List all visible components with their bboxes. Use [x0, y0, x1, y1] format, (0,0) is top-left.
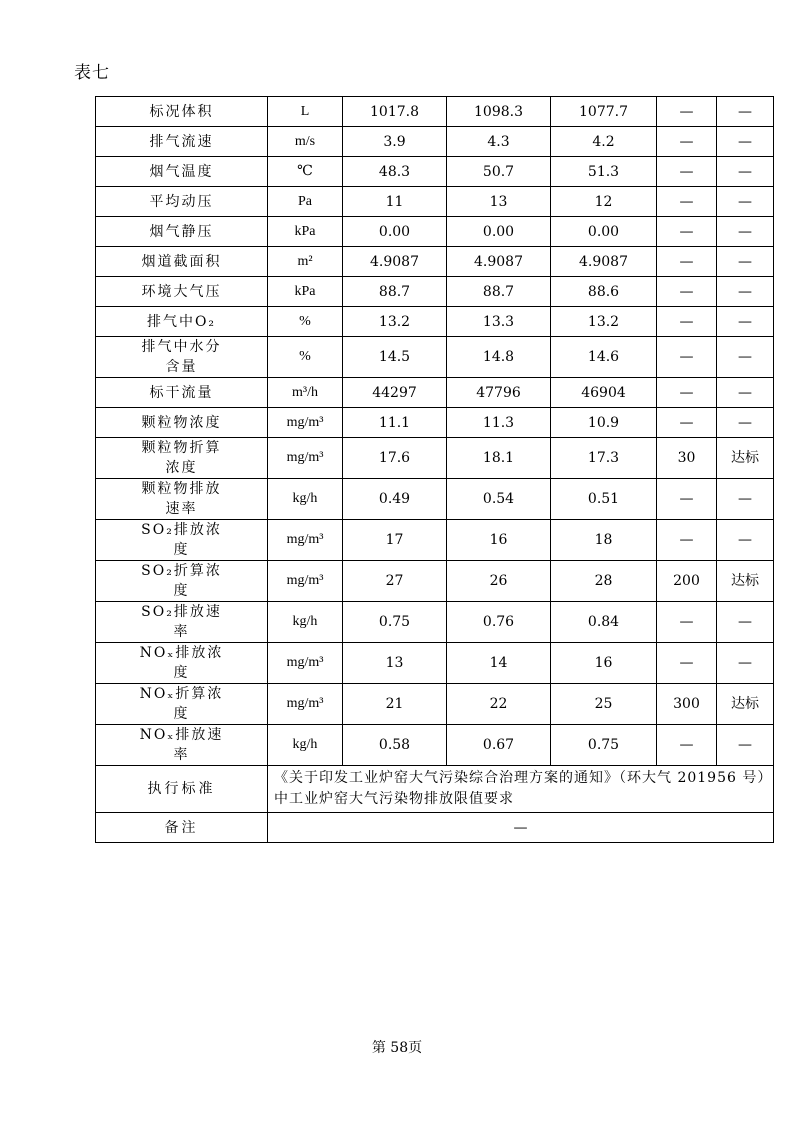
table-caption: 表七	[74, 63, 110, 83]
value-1-cell: 0.75	[343, 602, 447, 643]
value-2-cell: 0.76	[447, 602, 551, 643]
value-1-cell: 3.9	[343, 127, 447, 157]
limit-cell: —	[657, 307, 717, 337]
table-row	[96, 217, 774, 247]
result-cell: —	[717, 247, 774, 277]
remarks-value: —	[268, 813, 774, 843]
table-row	[96, 157, 774, 187]
param-cell	[96, 408, 268, 438]
limit-cell: —	[657, 187, 717, 217]
page-number: 第 58页	[371, 1040, 423, 1056]
unit-cell: mg/m³	[268, 438, 343, 479]
value-3-cell: 18	[551, 520, 657, 561]
value-2-cell: 4.9087	[447, 247, 551, 277]
result-cell: —	[717, 479, 774, 520]
param-cell	[96, 643, 268, 684]
limit-cell: —	[657, 520, 717, 561]
limit-cell: —	[657, 602, 717, 643]
unit-cell: mg/m³	[268, 684, 343, 725]
value-3-cell: 12	[551, 187, 657, 217]
param-cell	[96, 725, 268, 766]
unit-cell: kg/h	[268, 479, 343, 520]
param-cell	[96, 378, 268, 408]
unit-cell: mg/m³	[268, 408, 343, 438]
param-label: 排气中O₂	[146, 313, 217, 330]
param-cell	[96, 520, 268, 561]
result-cell: —	[717, 97, 774, 127]
table-row	[96, 247, 774, 277]
limit-cell: —	[657, 127, 717, 157]
unit-cell: m³/h	[268, 378, 343, 408]
param-label: 颗粒物折算浓度	[141, 440, 222, 476]
result-cell: —	[717, 187, 774, 217]
value-2-cell: 0.67	[447, 725, 551, 766]
param-label: NOₓ排放浓度	[139, 645, 224, 681]
param-label: 排气中水分含量	[141, 339, 222, 375]
value-1-cell: 4.9087	[343, 247, 447, 277]
value-3-cell: 17.3	[551, 438, 657, 479]
value-3-cell: 0.51	[551, 479, 657, 520]
value-2-cell: 13.3	[447, 307, 551, 337]
table-row	[96, 378, 774, 408]
result-cell: —	[717, 307, 774, 337]
table-row	[96, 277, 774, 307]
value-3-cell: 46904	[551, 378, 657, 408]
unit-cell: mg/m³	[268, 561, 343, 602]
param-cell	[96, 277, 268, 307]
table-row	[96, 97, 774, 127]
result-cell: —	[717, 378, 774, 408]
value-3-cell: 25	[551, 684, 657, 725]
limit-cell: —	[657, 378, 717, 408]
result-cell: —	[717, 602, 774, 643]
result-cell: —	[717, 520, 774, 561]
limit-cell: —	[657, 643, 717, 684]
value-3-cell: 16	[551, 643, 657, 684]
param-label: 标干流量	[149, 384, 214, 401]
result-cell: 达标	[717, 438, 774, 479]
value-2-cell: 13	[447, 187, 551, 217]
limit-cell: 30	[657, 438, 717, 479]
value-3-cell: 10.9	[551, 408, 657, 438]
limit-cell: —	[657, 217, 717, 247]
remarks-row	[96, 813, 774, 843]
value-1-cell: 48.3	[343, 157, 447, 187]
value-1-cell: 11.1	[343, 408, 447, 438]
param-cell	[96, 97, 268, 127]
value-1-cell: 88.7	[343, 277, 447, 307]
table-row	[96, 408, 774, 438]
table-row	[96, 438, 774, 479]
table-row	[96, 187, 774, 217]
value-2-cell: 50.7	[447, 157, 551, 187]
value-1-cell: 0.00	[343, 217, 447, 247]
result-cell: —	[717, 725, 774, 766]
value-3-cell: 28	[551, 561, 657, 602]
value-2-cell: 18.1	[447, 438, 551, 479]
param-label: SO₂排放速率	[141, 604, 222, 640]
result-cell: 达标	[717, 684, 774, 725]
value-2-cell: 16	[447, 520, 551, 561]
param-cell	[96, 127, 268, 157]
value-1-cell: 11	[343, 187, 447, 217]
limit-cell: —	[657, 337, 717, 378]
param-cell	[96, 307, 268, 337]
result-cell: —	[717, 408, 774, 438]
result-cell: 达标	[717, 561, 774, 602]
value-3-cell: 4.9087	[551, 247, 657, 277]
limit-cell: —	[657, 97, 717, 127]
table-row	[96, 479, 774, 520]
table-row	[96, 307, 774, 337]
emission-monitoring-table	[95, 96, 774, 843]
value-3-cell: 1077.7	[551, 97, 657, 127]
standard-row	[96, 766, 774, 813]
value-2-cell: 11.3	[447, 408, 551, 438]
limit-cell: —	[657, 247, 717, 277]
param-label: 标况体积	[149, 103, 214, 120]
value-3-cell: 88.6	[551, 277, 657, 307]
unit-cell: %	[268, 337, 343, 378]
limit-cell: 200	[657, 561, 717, 602]
param-cell	[96, 438, 268, 479]
value-2-cell: 47796	[447, 378, 551, 408]
unit-cell: L	[268, 97, 343, 127]
unit-cell: mg/m³	[268, 643, 343, 684]
param-label: 颗粒物排放速率	[141, 481, 222, 517]
table-body	[96, 97, 774, 766]
value-3-cell: 51.3	[551, 157, 657, 187]
table-row	[96, 725, 774, 766]
param-cell	[96, 561, 268, 602]
unit-cell: m²	[268, 247, 343, 277]
value-1-cell: 27	[343, 561, 447, 602]
unit-cell: Pa	[268, 187, 343, 217]
param-label: 烟气温度	[149, 163, 214, 180]
result-cell: —	[717, 643, 774, 684]
param-cell	[96, 217, 268, 247]
limit-cell: —	[657, 277, 717, 307]
param-label: SO₂排放浓度	[141, 522, 222, 558]
value-3-cell: 0.00	[551, 217, 657, 247]
param-label: 烟道截面积	[141, 253, 222, 270]
value-2-cell: 1098.3	[447, 97, 551, 127]
standard-text: 《关于印发工业炉窑大气污染综合治理方案的通知》（环大气 201956 号）中工业炉窑大气污染物排放限值要求	[268, 766, 774, 813]
result-cell: —	[717, 127, 774, 157]
value-2-cell: 4.3	[447, 127, 551, 157]
value-1-cell: 44297	[343, 378, 447, 408]
value-3-cell: 0.84	[551, 602, 657, 643]
limit-cell: —	[657, 157, 717, 187]
value-3-cell: 4.2	[551, 127, 657, 157]
table-row	[96, 602, 774, 643]
param-cell	[96, 602, 268, 643]
value-1-cell: 21	[343, 684, 447, 725]
table-row	[96, 127, 774, 157]
value-2-cell: 0.54	[447, 479, 551, 520]
value-1-cell: 0.58	[343, 725, 447, 766]
value-1-cell: 17.6	[343, 438, 447, 479]
param-cell	[96, 684, 268, 725]
value-1-cell: 13	[343, 643, 447, 684]
param-label: 环境大气压	[141, 283, 222, 300]
param-cell	[96, 337, 268, 378]
param-cell	[96, 187, 268, 217]
value-2-cell: 88.7	[447, 277, 551, 307]
value-2-cell: 26	[447, 561, 551, 602]
value-1-cell: 0.49	[343, 479, 447, 520]
param-label: SO₂折算浓度	[141, 563, 222, 599]
table-row	[96, 337, 774, 378]
limit-cell: —	[657, 408, 717, 438]
standard-label: 执行标准	[96, 766, 268, 813]
unit-cell: kg/h	[268, 602, 343, 643]
value-1-cell: 13.2	[343, 307, 447, 337]
result-cell: —	[717, 277, 774, 307]
result-cell: —	[717, 217, 774, 247]
unit-cell: ℃	[268, 157, 343, 187]
limit-cell: —	[657, 725, 717, 766]
param-cell	[96, 247, 268, 277]
value-1-cell: 1017.8	[343, 97, 447, 127]
unit-cell: %	[268, 307, 343, 337]
param-label: 平均动压	[149, 193, 214, 210]
limit-cell: —	[657, 479, 717, 520]
limit-cell: 300	[657, 684, 717, 725]
unit-cell: kg/h	[268, 725, 343, 766]
table-row	[96, 520, 774, 561]
unit-cell: mg/m³	[268, 520, 343, 561]
value-1-cell: 14.5	[343, 337, 447, 378]
param-label: 排气流速	[149, 133, 214, 150]
value-2-cell: 14	[447, 643, 551, 684]
table-row	[96, 684, 774, 725]
result-cell: —	[717, 157, 774, 187]
table-footer-rows	[96, 766, 774, 843]
param-label: NOₓ排放速率	[139, 727, 224, 763]
value-1-cell: 17	[343, 520, 447, 561]
param-label: 颗粒物浓度	[141, 414, 222, 431]
unit-cell: m/s	[268, 127, 343, 157]
remarks-label: 备注	[96, 813, 268, 843]
value-2-cell: 14.8	[447, 337, 551, 378]
unit-cell: kPa	[268, 217, 343, 247]
param-label: NOₓ折算浓度	[139, 686, 224, 722]
unit-cell: kPa	[268, 277, 343, 307]
param-cell	[96, 479, 268, 520]
value-2-cell: 22	[447, 684, 551, 725]
value-3-cell: 0.75	[551, 725, 657, 766]
param-label: 烟气静压	[149, 223, 214, 240]
result-cell: —	[717, 337, 774, 378]
table-row	[96, 561, 774, 602]
param-cell	[96, 157, 268, 187]
table-row	[96, 643, 774, 684]
value-2-cell: 0.00	[447, 217, 551, 247]
value-3-cell: 13.2	[551, 307, 657, 337]
value-3-cell: 14.6	[551, 337, 657, 378]
